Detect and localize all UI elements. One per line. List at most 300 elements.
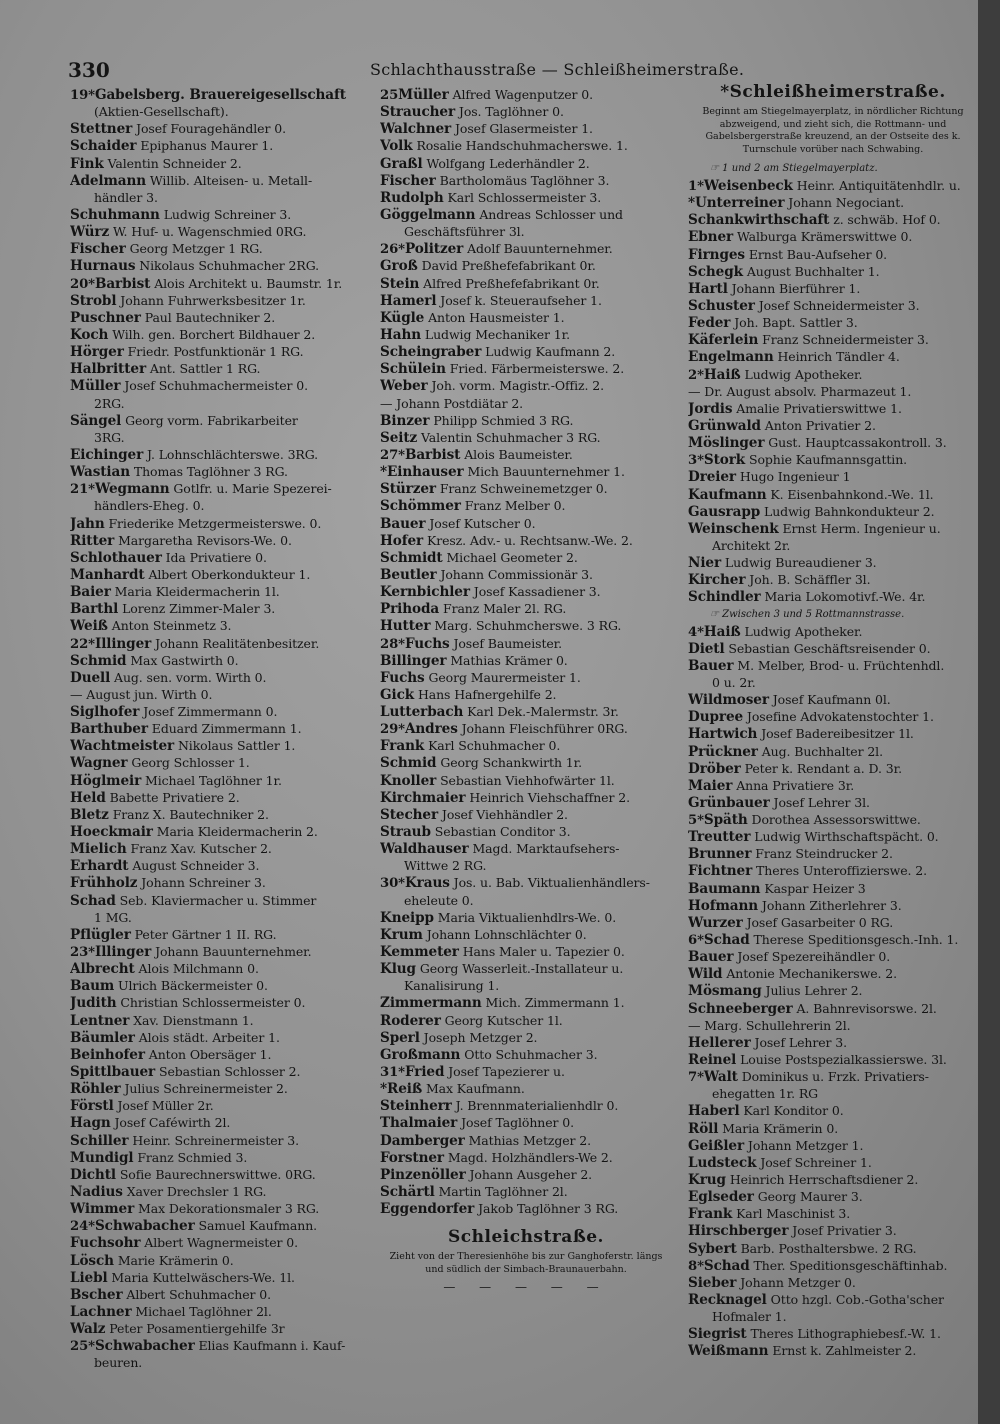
section-desc-schleissheimerstrasse: Beginnt am Stiegelmayerplatz, in nördlicher Richtung abzweigend, und zieht sich, die Rottmann- und Gabelsbergerstraße kreuzend, an der Ostseite des k. Turnschule vorüber nach Schwabing.	[702, 106, 964, 155]
resident-details: Johann Ausgeher 2.	[469, 1166, 593, 1182]
directory-entry	[70, 806, 366, 823]
resident-details: Ant. Sattler 1 RG.	[149, 361, 261, 377]
directory-entry	[70, 1217, 366, 1234]
house-number: 4*	[688, 624, 704, 640]
resident-name: Damberger	[380, 1132, 465, 1149]
resident-details: Maria Kleidermacherin 2.	[156, 824, 318, 840]
directory-entry	[688, 794, 978, 811]
resident-details: Alois städt. Arbeiter 1.	[138, 1029, 280, 1045]
resident-details: Sophie Kaufmannsgattin.	[749, 452, 908, 468]
resident-details: Josef Viehhändler 2.	[441, 806, 568, 822]
directory-entry	[70, 240, 366, 257]
resident-name: Schärtl	[380, 1184, 435, 1200]
resident-name: Müller	[398, 87, 449, 103]
resident-name: Würz	[70, 224, 110, 241]
resident-name: Bauer	[380, 515, 426, 532]
resident-details: Ludwig Bureaudiener 3.	[724, 555, 877, 571]
directory-entry	[380, 1166, 672, 1183]
directory-entry	[380, 395, 672, 412]
resident-details: Georg Wasserleit.-Installateur u.	[419, 961, 624, 977]
directory-entry	[380, 703, 672, 720]
resident-name: Wachtmeister	[70, 738, 175, 755]
resident-name: Fichtner	[688, 863, 753, 880]
resident-details: Hans Maler u. Tapezier 0.	[462, 944, 625, 960]
directory-entry	[70, 926, 366, 943]
resident-details: Sofie Baurechnerswittwe. 0RG.	[119, 1166, 316, 1182]
resident-details: Ludwig Bahnkondukteur 2.	[764, 503, 935, 519]
resident-name: Krum	[380, 926, 423, 943]
resident-details: Johann Metzger 0.	[740, 1274, 856, 1290]
resident-details: Valentin Schneider 2.	[107, 155, 242, 171]
resident-name: Schad	[70, 892, 116, 909]
section-note-2: ☞ Zwischen 3 und 5 Rottmannstrasse.	[710, 608, 905, 620]
resident-name: Weißmann	[688, 1343, 769, 1360]
directory-entry	[380, 635, 672, 652]
resident-details: ehegatten 1r. RG	[712, 1086, 819, 1102]
resident-name: Walt	[703, 1069, 738, 1086]
directory-entry	[688, 743, 978, 760]
directory-entry	[688, 777, 978, 794]
resident-name: Baier	[70, 584, 111, 601]
resident-name: Gausrapp	[688, 503, 761, 520]
directory-entry	[70, 1029, 366, 1046]
section-note-1: ☞ 1 und 2 am Stiegelmayerplatz.	[710, 163, 878, 174]
directory-entry	[380, 857, 672, 874]
directory-entry	[688, 588, 978, 605]
resident-name: Kraus	[404, 875, 450, 892]
resident-details: 3RG.	[94, 429, 125, 445]
resident-details: Friedr. Postfunktionär 1 RG.	[127, 344, 304, 360]
resident-name: Dietl	[688, 640, 725, 657]
resident-name: Lösch	[70, 1252, 114, 1269]
resident-details: Fried. Färbermeisterswe. 2.	[449, 361, 625, 377]
resident-details: Franz Melber 0.	[464, 498, 566, 514]
resident-name: Halbritter	[70, 361, 147, 378]
resident-details: Gotlfr. u. Marie Spezerei-	[173, 481, 332, 497]
resident-name: Baum	[70, 978, 115, 995]
resident-name: Engelmann	[688, 349, 774, 366]
resident-details: Josef Lehrer 3.	[754, 1034, 847, 1050]
resident-details: Johann Fuhrwerksbesitzer 1r.	[120, 292, 306, 308]
resident-details: Xav. Dienstmann 1.	[133, 1012, 254, 1028]
resident-details: Wolfgang Lederhändler 2.	[426, 155, 590, 171]
resident-name: Nadius	[70, 1184, 123, 1200]
section-title-schleissheimerstrasse: *Schleißheimerstraße.	[720, 82, 946, 102]
directory-entry	[380, 532, 672, 549]
resident-details: Otto Schuhmacher 3.	[464, 1046, 598, 1062]
resident-details: Samuel Kaufmann.	[198, 1218, 318, 1234]
section-dashes: — — — — —	[443, 1280, 609, 1295]
resident-name: Hahn	[380, 326, 422, 343]
resident-details: (Aktien-Gesellschaft).	[94, 104, 229, 120]
directory-entry	[688, 691, 978, 708]
resident-details: Heinr. Schreinermeister 3.	[132, 1132, 300, 1148]
column-1	[70, 86, 366, 1372]
resident-details: Kaspar Heizer 3	[764, 880, 866, 896]
directory-entry	[688, 1257, 978, 1274]
resident-name: Hofer	[380, 532, 424, 549]
house-number: 19*	[70, 88, 95, 103]
directory-entry	[688, 1205, 978, 1222]
resident-details: Johann Zitherlehrer 3.	[761, 897, 902, 913]
directory-entry	[70, 343, 366, 360]
directory-entry	[70, 1354, 366, 1371]
resident-details: Max Kaufmann.	[425, 1081, 525, 1097]
directory-entry	[70, 1286, 366, 1303]
resident-details: Dorothea Assessorswittwe.	[751, 812, 921, 828]
resident-details: Josef Privatier 3.	[792, 1223, 897, 1239]
resident-name: Albrecht	[70, 961, 135, 978]
resident-details: J. Brennmaterialienhdlr 0.	[455, 1098, 619, 1114]
resident-name: Manhardt	[70, 566, 145, 583]
directory-entry	[380, 240, 672, 257]
directory-entry	[70, 1303, 366, 1320]
resident-details: Karl Maschinist 3.	[736, 1206, 851, 1222]
resident-name: Schuster	[688, 297, 755, 314]
house-number: 25	[380, 88, 399, 103]
resident-details: Sebastian Schlosser 2.	[159, 1064, 301, 1080]
resident-name: Haiß	[703, 366, 741, 383]
directory-entry	[688, 486, 978, 503]
directory-entry	[70, 635, 366, 652]
directory-entry	[380, 754, 672, 771]
resident-name: Schömmer	[380, 498, 461, 515]
resident-details: Franz Xav. Kutscher 2.	[130, 841, 272, 857]
directory-entry	[380, 1114, 672, 1131]
resident-details: eheleute 0.	[404, 892, 474, 908]
directory-entry	[380, 583, 672, 600]
resident-details: Valentin Schuhmacher 3 RG.	[421, 429, 601, 445]
resident-details: Marie Krämerin 0.	[117, 1252, 234, 1268]
resident-details: Karl Dek.-Malermstr. 3r.	[467, 704, 619, 720]
directory-entry	[70, 257, 366, 274]
resident-details: Hugo Ingenieur 1	[739, 469, 851, 485]
resident-name: Walchner	[380, 121, 452, 138]
house-number: 7*	[688, 1070, 704, 1086]
resident-name: Bscher	[70, 1286, 123, 1303]
resident-details: Georg Maurermeister 1.	[428, 669, 581, 685]
resident-name: Barthuber	[70, 721, 148, 738]
directory-entry	[70, 1114, 366, 1131]
resident-details: Josef Glasermeister 1.	[455, 121, 593, 137]
resident-name: Weisenbeck	[703, 178, 793, 194]
directory-entry	[688, 280, 978, 297]
resident-details: Josef Badereibesitzer 1l.	[761, 726, 914, 742]
directory-entry	[688, 862, 978, 879]
directory-entry	[380, 669, 672, 686]
resident-name: *Unterreiner	[688, 195, 785, 212]
resident-details: Xaver Drechsler 1 RG.	[126, 1184, 267, 1199]
directory-entry	[70, 874, 366, 891]
directory-entry	[688, 1342, 978, 1359]
directory-entry	[70, 737, 366, 754]
resident-details: Otto hzgl. Cob.-Gotha'scher	[770, 1292, 944, 1307]
column-2-entries	[380, 86, 672, 1217]
directory-entry	[70, 1132, 366, 1149]
directory-entry	[688, 623, 978, 640]
directory-entry	[380, 1183, 672, 1200]
resident-name: Schankwirthschaft	[688, 212, 830, 229]
resident-name: Stecher	[380, 806, 439, 823]
house-number: 24*	[70, 1219, 95, 1235]
resident-details: Josef Zimmermann 0.	[143, 704, 278, 720]
resident-details: Nikolaus Schuhmacher 2RG.	[139, 258, 320, 274]
resident-details: Johann Schreiner 3.	[141, 875, 266, 891]
resident-details: Max Gastwirth 0.	[130, 652, 239, 668]
directory-entry	[688, 914, 978, 931]
directory-entry	[688, 1171, 978, 1188]
resident-name: Eggendorfer	[380, 1201, 475, 1218]
resident-details: Magd. Holzhändlers-We 2.	[447, 1149, 613, 1165]
resident-details: Joh. B. Schäffler 3l.	[749, 572, 871, 588]
resident-name: Hellerer	[688, 1034, 751, 1051]
directory-entry	[380, 103, 672, 120]
resident-name: Feder	[688, 315, 731, 332]
resident-name: Sieber	[688, 1274, 737, 1291]
resident-details: August Buchhalter 1.	[746, 263, 880, 279]
resident-details: Magd. Marktaufsehers-	[472, 841, 620, 857]
resident-name: Frank	[688, 1206, 733, 1223]
directory-entry	[70, 1337, 366, 1354]
resident-name: Wurzer	[688, 914, 743, 931]
resident-details: Heinr. Antiquitätenhdlr. u.	[796, 178, 961, 193]
directory-entry	[70, 1012, 366, 1029]
directory-entry	[70, 189, 366, 206]
directory-entry	[688, 1034, 978, 1051]
resident-name: Strobl	[70, 292, 117, 309]
directory-entry	[380, 909, 672, 926]
resident-details: Julius Schreinermeister 2.	[124, 1081, 288, 1097]
house-number: 21*	[70, 482, 95, 498]
section-title-schleichstrasse: Schleichstraße.	[448, 1227, 604, 1248]
resident-details: Josef Schneidermeister 3.	[758, 297, 920, 313]
directory-entry	[380, 600, 672, 617]
directory-entry	[70, 206, 366, 223]
resident-name: Bauer	[688, 657, 734, 674]
resident-details: Karl Konditor 0.	[743, 1103, 844, 1119]
directory-entry	[688, 451, 978, 468]
resident-name: Schwabacher	[94, 1338, 195, 1355]
house-number: 3*	[688, 453, 704, 469]
directory-entry	[70, 909, 366, 926]
resident-details: Sebastian Conditor 3.	[434, 824, 571, 840]
resident-details: M. Melber, Brod- u. Früchtenhdl.	[737, 657, 945, 673]
resident-name: Hoeckmair	[70, 824, 153, 841]
directory-entry	[380, 292, 672, 309]
resident-name: Geißler	[688, 1137, 745, 1154]
resident-name: Barbist	[404, 446, 461, 463]
resident-details: Margaretha Revisors-We. 0.	[118, 532, 292, 548]
resident-name: Illinger	[94, 944, 152, 961]
resident-name: Siglhofer	[70, 704, 140, 721]
resident-details: Josef Caféwirth 2l.	[114, 1115, 231, 1131]
resident-name: Prihoda	[380, 601, 440, 618]
resident-name: Treutter	[688, 829, 751, 846]
directory-entry	[688, 554, 978, 571]
resident-details: — Marg. Schullehrerin 2l.	[688, 1017, 851, 1033]
directory-entry	[380, 377, 672, 394]
running-head: Schlachthausstraße — Schleißheimerstraße.	[370, 60, 745, 79]
resident-name: Förstl	[70, 1098, 114, 1115]
resident-details: Jos. u. Bab. Viktualienhändlers-	[453, 875, 650, 891]
resident-name: Barbist	[94, 275, 151, 292]
resident-details: Ida Privatiere 0.	[165, 549, 267, 565]
resident-details: Maria Viktualienhdlrs-We. 0.	[437, 909, 617, 925]
directory-entry	[380, 892, 672, 909]
resident-details: Johann Lohnschlächter 0.	[426, 926, 587, 942]
directory-entry	[380, 480, 672, 497]
directory-entry	[688, 263, 978, 280]
resident-name: Schmidt	[380, 549, 443, 566]
resident-details: Geschäftsführer 3l.	[404, 224, 525, 240]
resident-details: Maria Lokomotivf.-We. 4r.	[764, 589, 926, 605]
resident-name: Schaider	[70, 138, 137, 155]
directory-entry	[688, 1240, 978, 1257]
resident-name: Ritter	[70, 532, 115, 549]
directory-entry	[380, 137, 672, 154]
schleichstrasse-section	[380, 1227, 672, 1294]
resident-name: Steinherr	[380, 1098, 452, 1115]
directory-entry	[688, 348, 978, 365]
directory-entry	[70, 823, 366, 840]
resident-name: Möslinger	[688, 435, 765, 452]
resident-details: Andreas Schlosser und	[479, 206, 623, 222]
resident-details: Josefine Advokatenstochter 1.	[746, 709, 934, 725]
directory-entry	[380, 1097, 672, 1114]
resident-details: Thomas Taglöhner 3 RG.	[133, 464, 288, 480]
directory-entry	[380, 1029, 672, 1046]
directory-entry	[380, 943, 672, 960]
resident-details: Antonie Mechanikerswe. 2.	[726, 966, 897, 982]
resident-details: Marg. Schuhmcherswe. 3 RG.	[434, 618, 622, 634]
resident-name: Zimmermann	[380, 995, 482, 1012]
resident-name: Adelmann	[70, 172, 147, 189]
resident-details: Anton Obersäger 1.	[148, 1046, 272, 1062]
directory-entry	[688, 1154, 978, 1171]
directory-entry	[70, 549, 366, 566]
resident-name: Fuchs	[380, 669, 425, 686]
resident-name: Hörger	[70, 344, 124, 361]
directory-entry	[70, 789, 366, 806]
resident-name: Dichtl	[70, 1166, 116, 1183]
resident-name: Bäumler	[70, 1029, 135, 1046]
directory-entry	[380, 960, 672, 977]
resident-details: Anna Privatiere 3r.	[736, 777, 855, 793]
resident-details: z. schwäb. Hof 0.	[833, 212, 941, 228]
resident-name: Schegk	[688, 263, 743, 280]
resident-name: Beinhofer	[70, 1046, 145, 1063]
column-2	[380, 86, 672, 1294]
directory-entry	[70, 1149, 366, 1166]
resident-details: Peter Posamentiergehilfe 3r	[109, 1321, 285, 1337]
resident-details: Johann Negociant.	[788, 195, 905, 211]
resident-details: Louise Postspezialkassierswe. 3l.	[740, 1052, 947, 1068]
directory-entry	[688, 468, 978, 485]
resident-name: Stettner	[70, 121, 133, 138]
resident-details: Elias Kaufmann i. Kauf-	[198, 1338, 346, 1354]
resident-name: Schuhmann	[70, 206, 160, 223]
directory-entry	[688, 400, 978, 417]
resident-details: Friederike Metzgermeisterswe. 0.	[108, 515, 322, 531]
house-number: 27*	[380, 447, 405, 463]
resident-details: Theres Lithographiebesf.-W. 1.	[750, 1326, 941, 1342]
resident-name: Wildmoser	[688, 692, 769, 709]
resident-name: Frank	[380, 738, 425, 755]
directory-entry	[380, 172, 672, 189]
resident-details: Anton Steinmetz 3.	[111, 618, 232, 634]
resident-details: W. Huf- u. Wagenschmied 0RG.	[112, 224, 307, 240]
directory-entry	[70, 943, 366, 960]
directory-entry	[70, 720, 366, 737]
resident-name: Liebl	[70, 1269, 108, 1286]
resident-details: beuren.	[94, 1355, 143, 1371]
directory-entry	[688, 1137, 978, 1154]
resident-name: Reinel	[688, 1052, 737, 1069]
house-number: 30*	[380, 876, 405, 892]
directory-entry	[380, 446, 672, 463]
resident-name: Straub	[380, 824, 431, 841]
resident-name: Wimmer	[70, 1201, 135, 1218]
resident-details: Joh. Bapt. Sattler 3.	[734, 315, 858, 331]
resident-details: Karl Schuhmacher 0.	[428, 738, 561, 754]
resident-details: 1 MG.	[94, 909, 132, 925]
resident-name: Schmid	[380, 755, 437, 772]
directory-entry	[70, 377, 366, 394]
resident-details: Nikolaus Sattler 1.	[177, 738, 296, 754]
resident-name: Schiller	[70, 1132, 129, 1149]
resident-name: Andres	[404, 721, 458, 738]
resident-details: Ludwig Apotheker.	[744, 623, 863, 639]
directory-entry	[380, 257, 672, 274]
directory-entry	[380, 566, 672, 583]
directory-entry	[70, 412, 366, 429]
resident-details: Mathias Metzger 2.	[468, 1132, 592, 1148]
resident-details: Franz Steindrucker 2.	[755, 846, 893, 862]
directory-entry	[70, 600, 366, 617]
resident-details: Josef Kaufmann 0l.	[772, 692, 891, 708]
house-number: 26*	[380, 242, 405, 258]
directory-entry	[380, 326, 672, 343]
directory-entry	[380, 737, 672, 754]
directory-entry	[688, 177, 978, 194]
resident-name: Hartwich	[688, 726, 758, 743]
directory-entry	[380, 806, 672, 823]
directory-entry	[70, 120, 366, 137]
section-note-2-text: Zwischen 3 und 5 Rottmannstrasse.	[722, 608, 905, 620]
directory-entry	[688, 194, 978, 211]
directory-entry	[70, 463, 366, 480]
directory-entry	[70, 275, 366, 292]
resident-name: Prückner	[688, 743, 758, 760]
resident-name: Wagner	[70, 755, 128, 772]
resident-name: Maier	[688, 777, 733, 794]
resident-name: Haiß	[703, 623, 741, 640]
directory-entry	[380, 1200, 672, 1217]
resident-details: Therese Speditionsgesch.-Inh. 1.	[753, 932, 959, 948]
resident-details: Josef Kutscher 0.	[429, 515, 536, 531]
resident-details: Gust. Hauptcassakontroll. 3.	[768, 435, 947, 451]
resident-name: Held	[70, 789, 106, 806]
resident-details: Karl Schlossermeister 3.	[447, 189, 602, 205]
resident-name: Frühholz	[70, 875, 138, 892]
resident-details: Maria Kuttelwäschers-We. 1l.	[111, 1269, 295, 1285]
resident-details: Ernst Bau-Aufseher 0.	[748, 246, 888, 262]
directory-entry	[688, 1000, 978, 1017]
resident-details: Ludwig Kaufmann 2.	[485, 344, 616, 360]
directory-entry	[380, 686, 672, 703]
directory-entry	[688, 1325, 978, 1342]
resident-name: Mundigl	[70, 1149, 134, 1166]
